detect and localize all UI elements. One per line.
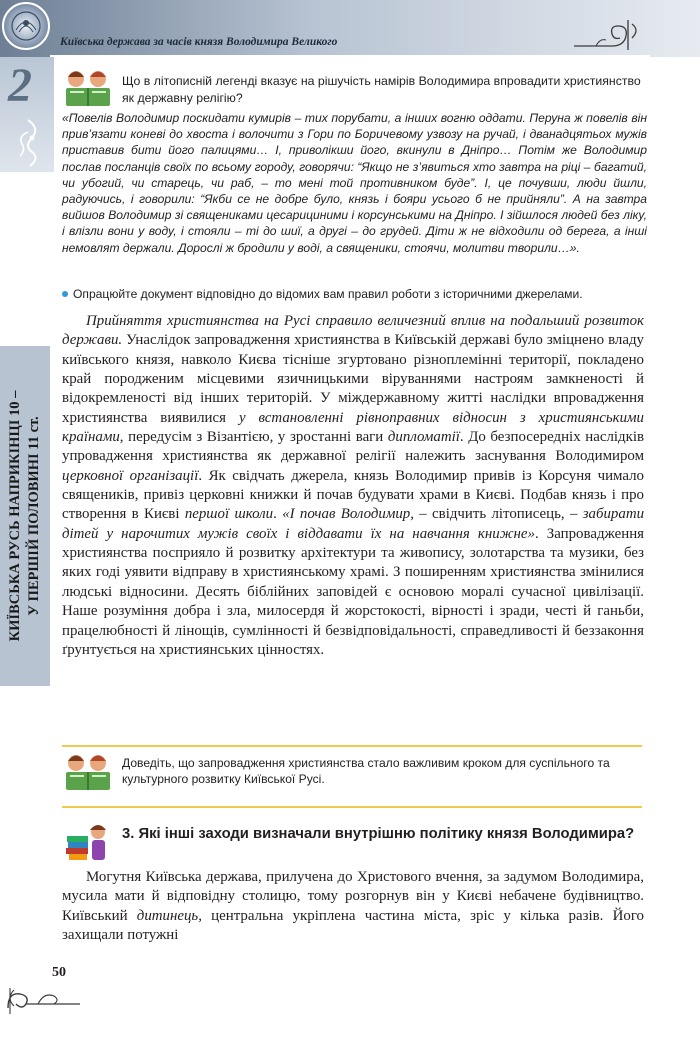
main-s12: – свідчить літописець, – — [413, 506, 583, 523]
main-s5: дипломатії — [387, 429, 460, 446]
reading-kids-icon — [62, 68, 114, 113]
main-s11: «І почав Володимир, — [282, 506, 414, 523]
reading-kids-icon-2 — [62, 752, 114, 797]
main-s4: , передусім з Візантією, у зростанні ваги — [119, 429, 388, 446]
main-s10: . — [273, 506, 283, 523]
main-paragraph — [62, 312, 644, 660]
chapter-number: 2 — [8, 59, 32, 112]
para2-t1: Могутня Київська держава, прилучена до Христового вчення, за задумом Володимира, мусила мати й відповідну столицю, тому розгорнув він у Києві небачене будівництво. Київський — [62, 869, 644, 924]
para2-t2: дитинець, — [136, 907, 202, 924]
student-with-books-icon — [64, 820, 110, 869]
side-title-line1: КИЇВСЬКА РУСЬ НАПРИКІНЦІ 10 – — [7, 390, 23, 642]
main-s14: . Запровадження християнства посприяло й розвитку архітектури та живопису, золотарства та музики, без яких годі уявити відправу в християнському храмі. З поширенням християнства змінилися людські відносини. Десять біблійних заповідей є основою моралі сучасної цивілізації. Наше розуміння добра і зла, милосердя й жорстокості, вірності і зради, честі й ганьби, працелюбності й лінощів, сумлінності й безвідповідальності, справедливості й беззаконня ґрунтується на християнських цінностях. — [62, 525, 645, 658]
page-number: 50 — [52, 965, 66, 980]
question-1: Що в літописній легенді вказує на рішучість намірів Володимира впровадити християнство як державну релігію? — [122, 74, 641, 105]
para2-t3: центральна укріплена частина міста, зріс у кілька разів. Його захищали потужні — [62, 907, 644, 944]
main-s8: . Як свідчать джерела, князь Володимир привів із Корсуня чимало священиків, привіз церковні книжки й почав будувати храми в Києві. Подбав князь і про створення в Києві — [62, 467, 644, 523]
chronicle-quote: «Повелів Володимир поскидати кумирів – тих порубати, а інших вогню оддати. Перуна ж повелів він прив’язати коневі до хвоста і волочити з Гори по Боричевому узвозу на ручай, і дванадцятьох мужів приставив бити його палицями… І, приволікши його, вкинули в Дніпро… Потім же Володимир послав посланців своїх по всьому городу, говорячи: “Якщо не з’явиться хто завтра на ріці – багатий, чи убогий, чи старець, чи раб, – то мені той противником буде”. І, це почувши, люди йшли, радуючись, і говорили: “Якби се не добре було, князь і бояри усього б не прийняли”. А на завтра вийшов Володимир зі священиками цесарициними і корсунськими на Дніпро. І зійшлося людей без ліку, і влізли вони у воду, і стояли – ті до шиї, а другі – до грудей. Діти ж не відходили од берега, а інші немовлят держали. Дорослі ж бродили у воді, а священики, стоячи, молитви творили…». — [62, 111, 647, 255]
section-3-heading: 3. Які інші заходи визначали внутрішню політику князя Володимира? — [122, 826, 635, 842]
question-2: Доведіть, що запровадження християнства стало важливим кроком для суспільного та культурного розвитку Київської Русі. — [122, 756, 610, 787]
main-s3: у встановленні рівноправних відносин з християнськими країнами — [62, 409, 644, 446]
main-s1: Прийняття християнства на Русі справило величезний вплив на подальший розвиток держави. — [62, 313, 644, 349]
running-title: Київська держава за часів князя Володимира Великого — [60, 36, 338, 48]
question-2-top-rule — [62, 745, 642, 747]
main-s9: першої школи — [184, 506, 274, 523]
corner-ornament-icon — [572, 16, 642, 57]
main-s2: Унаслідок запровадження християнства в Київській державі було зміцнено владу київського князя, навколо Києва тісніше згуртовано різноплемінні території, покладено край породженим місцевими язичницькими віруваннями настроям замкненості й відокремленості від інших територій. У міждержавному житті наслідки впровадження християнства виявилися — [62, 332, 644, 426]
side-section-title — [6, 391, 44, 642]
bullet-icon — [62, 291, 68, 297]
section-3-paragraph — [62, 868, 644, 945]
header-divider — [50, 55, 650, 57]
bottom-ornament-icon — [4, 978, 84, 1023]
main-s6: . До безпосередніх наслідків упровадження християнства як державної релігії належить заснування Володимиром — [62, 429, 644, 465]
swirl-ornament-icon — [10, 118, 46, 173]
question-2-bottom-rule — [62, 806, 642, 808]
task-1 — [62, 286, 662, 302]
side-title-line2: У ПЕРШІЙ ПОЛОВИНІ 11 ст. — [26, 416, 42, 616]
main-s7: церковної організації — [62, 467, 199, 484]
task-1-text: Опрацюйте документ відповідно до відомих вам правил роботи з історичними джерелами. — [73, 287, 583, 301]
main-s13: забирати дітей у нарочитих мужів своїх і віддавати їх на навчання книжне» — [62, 506, 645, 542]
emblem-icon — [2, 2, 50, 50]
